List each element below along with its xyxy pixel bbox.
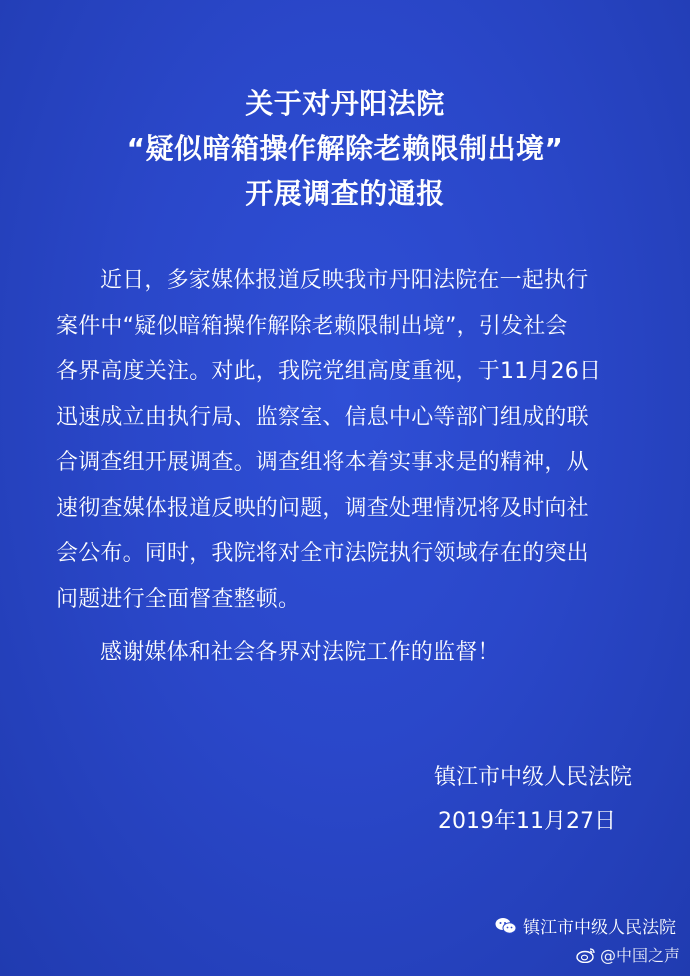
paragraph-line: 合调查组开展调查。调查组将本着实事求是的精神，从 (56, 450, 589, 475)
paragraph-line: 近日，多家媒体报道反映我市丹阳法院在一起执行 (100, 268, 589, 293)
title-line-1: 关于对丹阳法院 (245, 87, 445, 120)
paragraph-line: 各界高度关注。对此，我院党组高度重视，于11月26日 (56, 359, 602, 384)
wechat-watermark (495, 913, 676, 938)
weibo-watermark (576, 943, 680, 966)
paragraph-line: 速彻查媒体报道反映的问题，调查处理情况将及时向社 (56, 495, 589, 521)
paragraph-line: 会公布。同时，我院将对全市法院执行领域存在的突出 (56, 541, 589, 566)
wechat-account-label: 镇江市中级人民法院 (523, 918, 676, 938)
paragraph-main (56, 258, 646, 622)
title-line-2: “疑似暗箱操作解除老赖限制出境” (126, 132, 564, 165)
thanks-line: 感谢媒体和社会各界对法院工作的监督！ (100, 640, 500, 665)
paragraph-line: 迅速成立由执行局、监察室、信息中心等部门组成的联 (56, 404, 589, 430)
paragraph-line: 问题进行全面督查整顿。 (56, 586, 301, 612)
weibo-icon (576, 947, 596, 963)
signature-date: 2019年11月27日 (438, 809, 616, 834)
paragraph-line: 案件中“疑似暗箱操作解除老赖限制出境”，引发社会 (56, 313, 568, 339)
paragraph-thanks (56, 630, 646, 676)
wechat-icon (495, 917, 517, 935)
title-line-3: 开展调查的通报 (245, 177, 445, 210)
weibo-account-label: @中国之声 (599, 946, 680, 965)
signature-org: 镇江市中级人民法院 (433, 765, 632, 790)
